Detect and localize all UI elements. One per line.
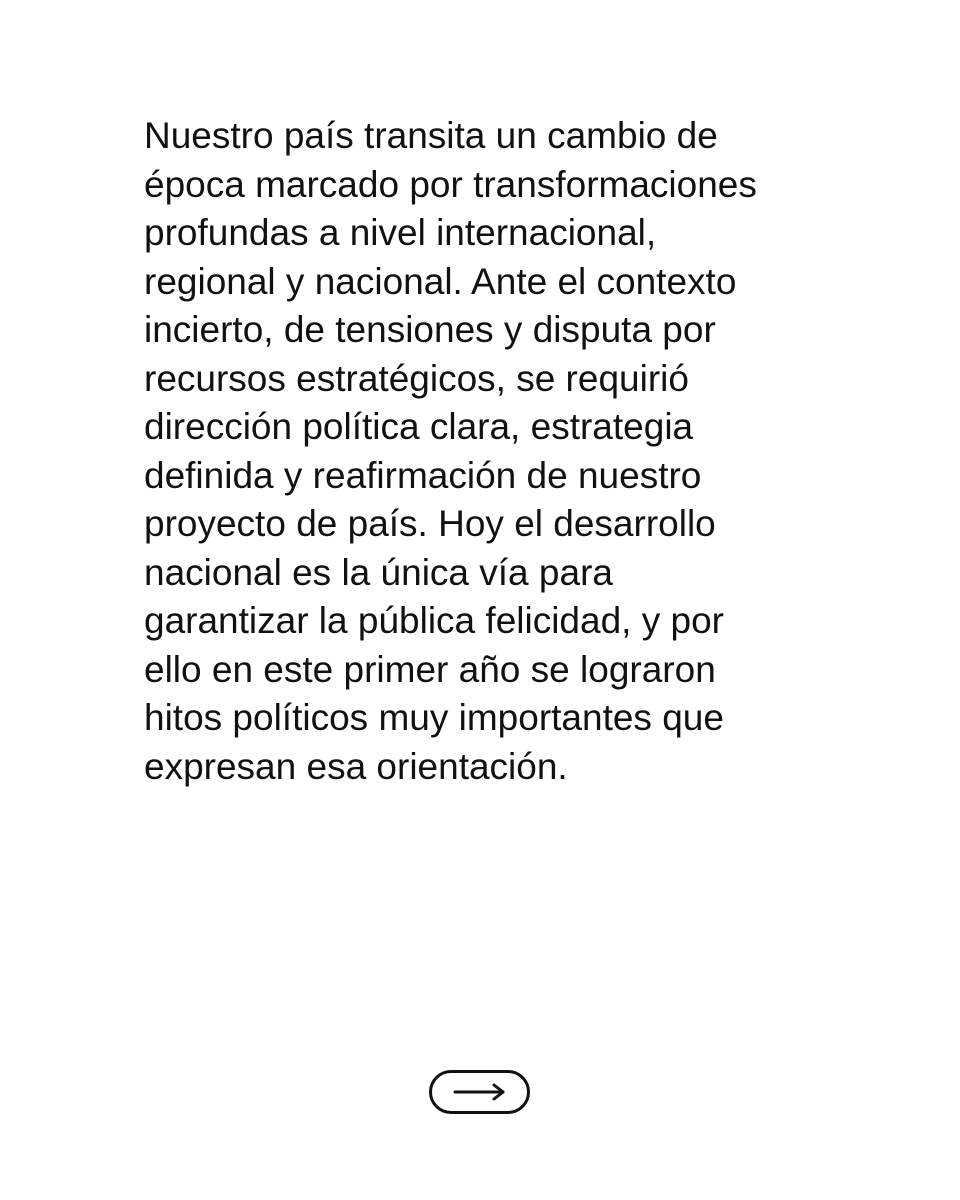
text-line: profundas a nivel internacional, (144, 212, 657, 253)
arrow-right-icon (451, 1082, 509, 1102)
text-line: definida y reafirmación de nuestro (144, 454, 702, 496)
text-line: incierto, de tensiones y disputa por (144, 309, 716, 350)
text-line: expresan esa orientación. (144, 745, 568, 787)
text-line: hitos políticos muy importantes que (144, 697, 724, 738)
text-line: garantizar la pública felicidad, y por (144, 600, 724, 641)
text-line: Nuestro país transita un cambio de (144, 115, 718, 156)
text-line: nacional es la única vía para (144, 551, 613, 593)
text-line: regional y nacional. Ante el contexto (144, 260, 737, 302)
text-line: ello en este primer año se lograron (144, 648, 716, 690)
text-line: dirección política clara, estrategia (144, 406, 694, 447)
text-line: recursos estratégicos, se requirió (144, 357, 689, 399)
text-line: época marcado por transformaciones (144, 163, 757, 205)
text-line: proyecto de país. Hoy el desarrollo (144, 503, 716, 544)
next-button[interactable] (429, 1070, 530, 1114)
body-paragraph (144, 112, 904, 791)
